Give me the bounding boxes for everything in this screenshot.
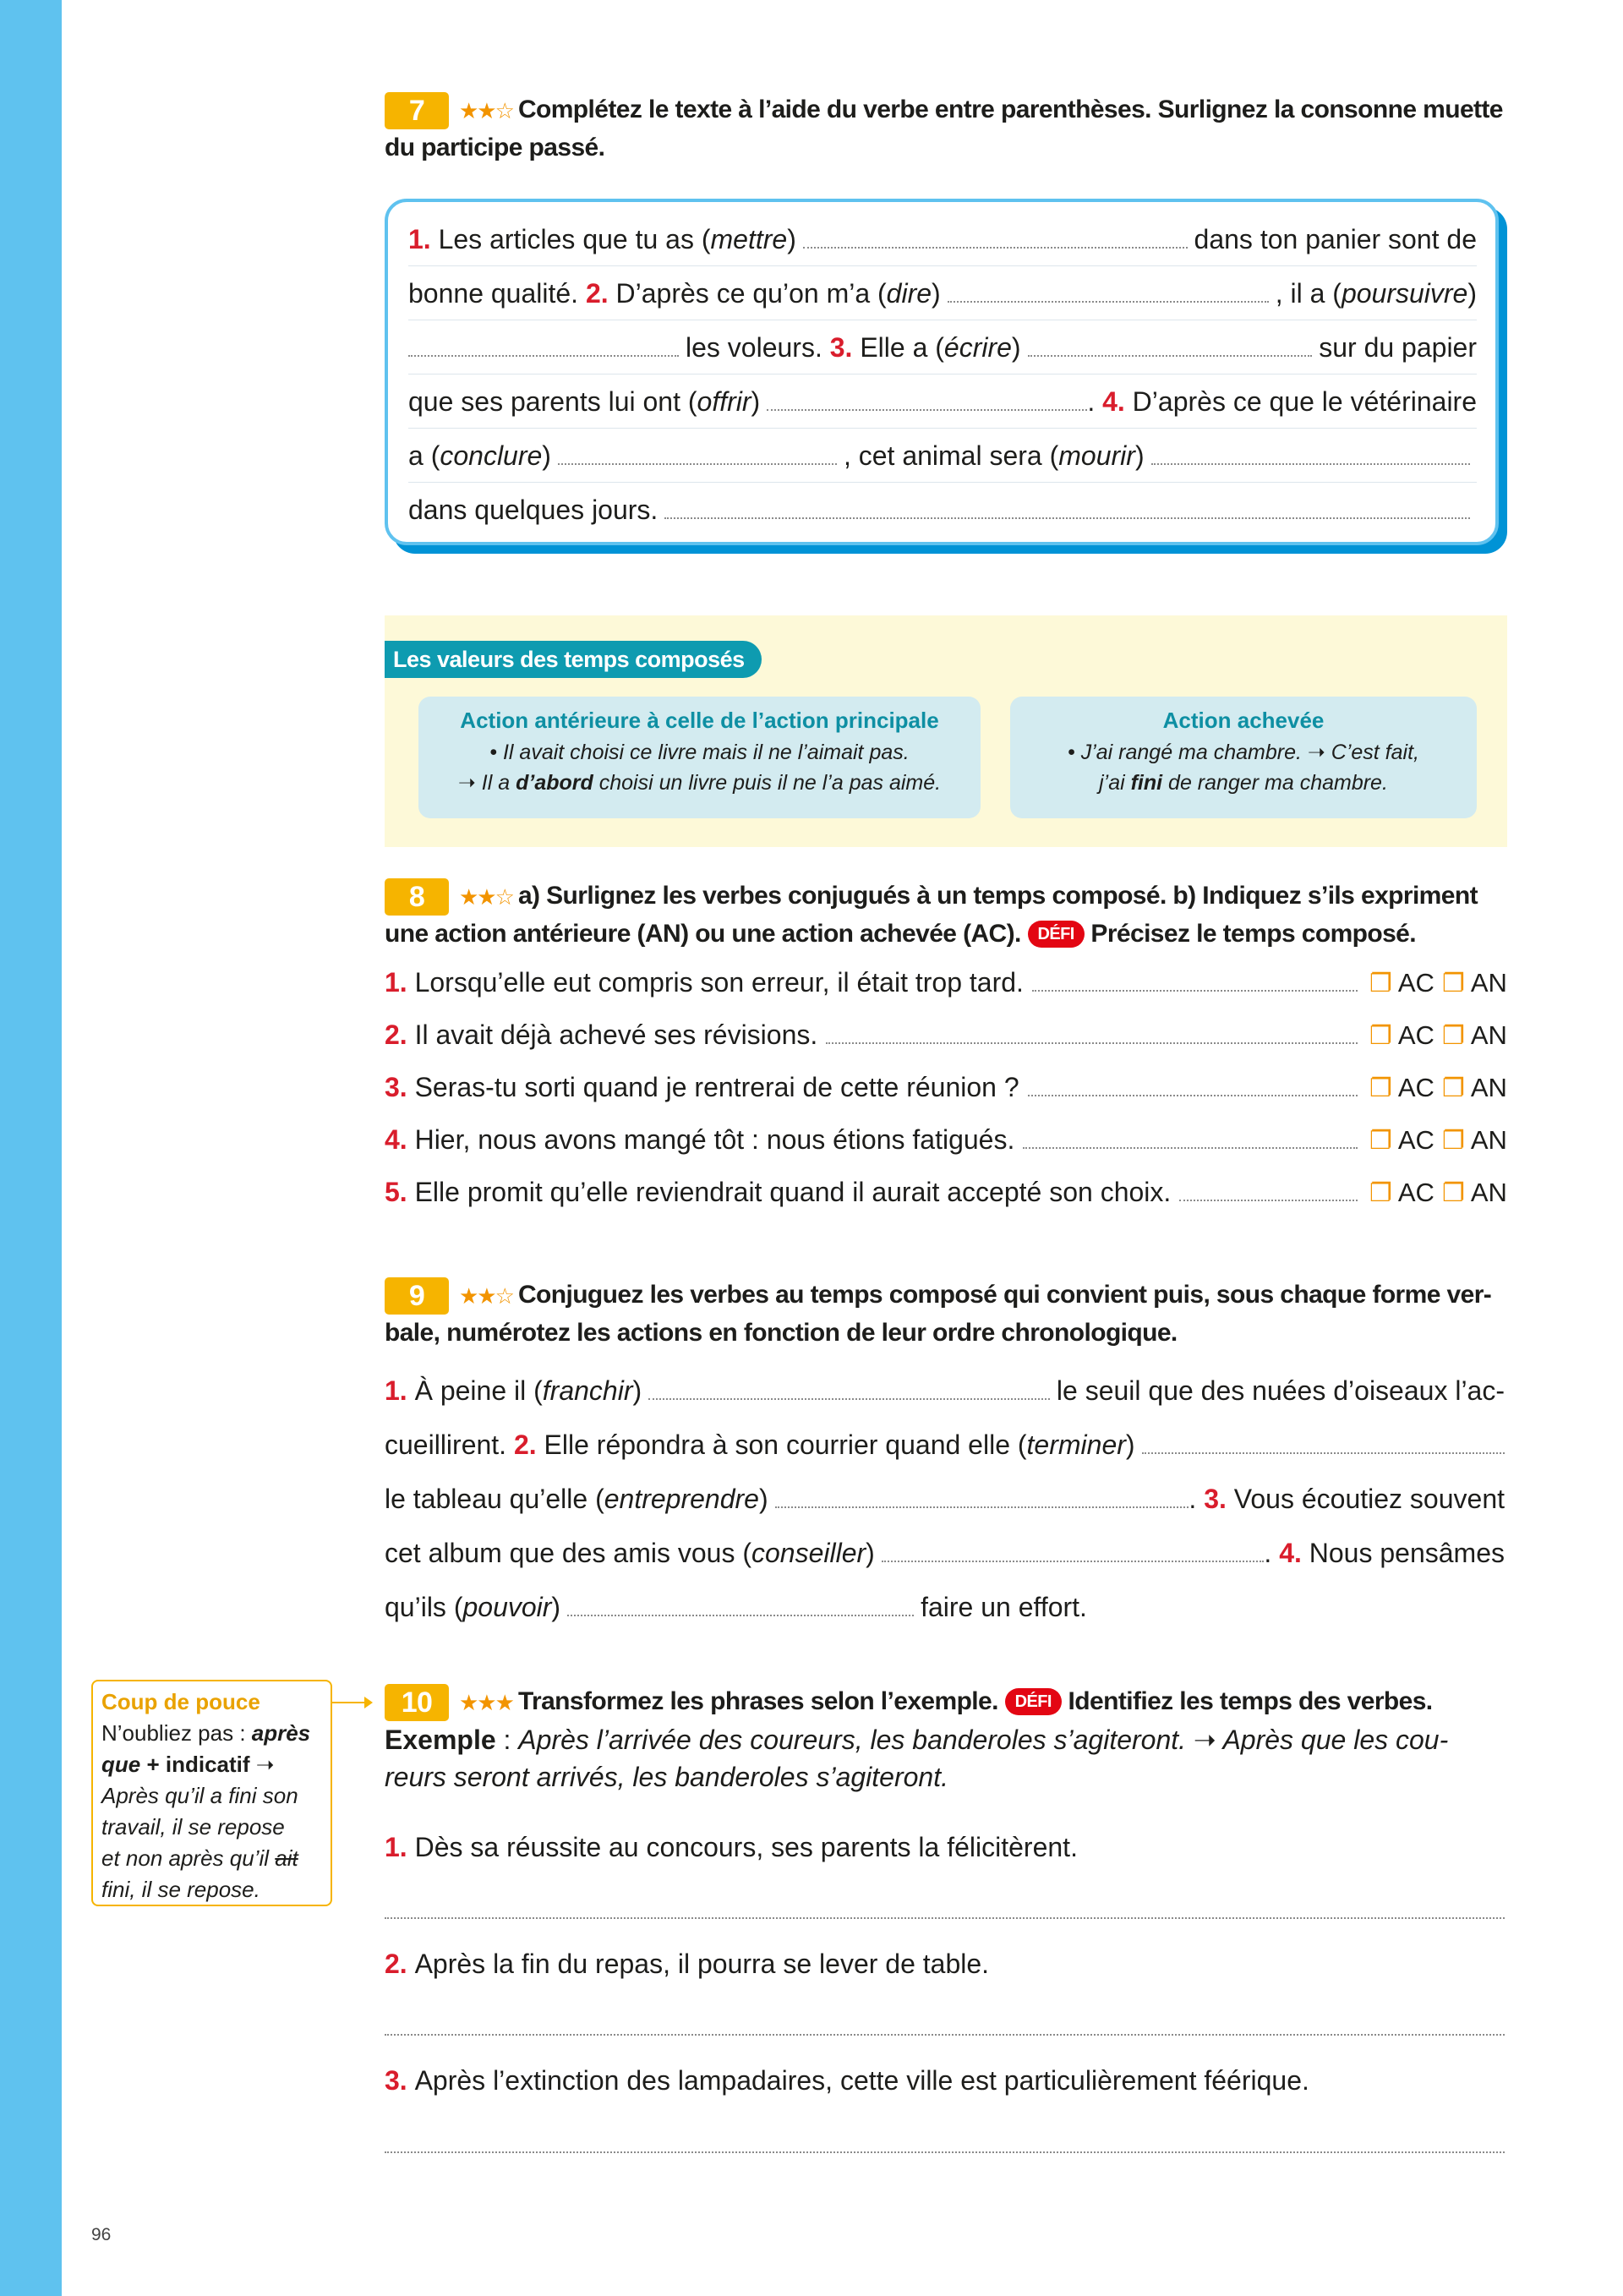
answer-blank[interactable] bbox=[1028, 335, 1313, 357]
text-line bbox=[385, 1418, 1505, 1472]
checkbox-icon: ❐ bbox=[1369, 970, 1392, 998]
option-label: AN bbox=[1470, 1020, 1507, 1051]
text: ) bbox=[758, 1484, 768, 1515]
item-text: Dès sa réussite au concours, ses parents la félicitèrent. bbox=[414, 1832, 1078, 1862]
option-ac-checkbox[interactable] bbox=[1369, 957, 1442, 1010]
verb: pouvoir bbox=[462, 1592, 552, 1623]
answer-blank[interactable] bbox=[567, 1594, 914, 1616]
text-line bbox=[385, 1526, 1505, 1580]
checkbox-icon: ❐ bbox=[1442, 1074, 1465, 1103]
text: le seuil que des nuées d’oiseaux l’ac- bbox=[1056, 1375, 1505, 1407]
bold-text: fini bbox=[1130, 771, 1163, 795]
page-number: 96 bbox=[91, 2225, 112, 2244]
text: N’oubliez pas : bbox=[101, 1720, 252, 1746]
lesson-title: Les valeurs des temps composés bbox=[385, 641, 762, 678]
item-number: 3. bbox=[1204, 1484, 1227, 1515]
list-item bbox=[385, 1945, 1505, 1982]
bold-text: après bbox=[251, 1720, 311, 1746]
text: dans ton panier sont de bbox=[1194, 224, 1477, 254]
exercise-number-badge: 8 bbox=[385, 878, 449, 916]
difficulty-stars-icon: ★★☆ bbox=[459, 98, 513, 124]
card-title: Action antérieure à celle de l’action principale bbox=[460, 708, 939, 733]
text-line bbox=[408, 212, 1477, 266]
text-line bbox=[385, 1472, 1505, 1526]
answer-blank[interactable] bbox=[1151, 443, 1470, 465]
item-number: 1. bbox=[385, 1832, 407, 1862]
item-text: Seras-tu sorti quand je rentrerai de cette réunion ? bbox=[414, 1072, 1019, 1103]
tip-line: travail, il se repose bbox=[101, 1814, 285, 1840]
verb: entreprendre bbox=[604, 1484, 759, 1515]
example-text: Après l’arrivée des coureurs, les banderoles s’agiteront. ➝ Après que les cou- bbox=[518, 1725, 1449, 1756]
text: Elle répondra à son courrier quand elle ( bbox=[544, 1430, 1027, 1461]
tip-line: fini, il se repose. bbox=[101, 1877, 260, 1902]
side-band bbox=[0, 0, 62, 2296]
item-number: 2. bbox=[585, 278, 609, 309]
difficulty-stars-icon: ★★★ bbox=[459, 1690, 513, 1716]
item-number: 1. bbox=[385, 967, 407, 998]
tip-line bbox=[101, 1718, 322, 1749]
lesson-box bbox=[385, 615, 1507, 847]
verb: franchir bbox=[542, 1375, 633, 1407]
item-text: Après l’extinction des lampadaires, cette ville est particulièrement féérique. bbox=[414, 2065, 1309, 2096]
text: Les articles que tu as ( bbox=[438, 224, 711, 254]
item-number: 2. bbox=[385, 1020, 407, 1051]
text: Vous écoutiez souvent bbox=[1233, 1484, 1505, 1515]
checkbox-icon: ❐ bbox=[1442, 1127, 1465, 1156]
text: ) bbox=[632, 1375, 642, 1407]
defi-badge: DÉFI bbox=[1005, 1688, 1062, 1715]
answer-line[interactable] bbox=[385, 1917, 1505, 1919]
text: D’après ce qu’on m’a ( bbox=[615, 278, 887, 309]
text: ) bbox=[1011, 332, 1021, 363]
checkbox-icon: ❐ bbox=[1369, 1127, 1392, 1156]
text: ) bbox=[932, 278, 941, 309]
checkbox-icon: ❐ bbox=[1442, 1179, 1465, 1208]
verb: terminer bbox=[1026, 1430, 1126, 1461]
exercise-instruction-cont: bale, numérotez les actions en fonction de leur ordre chronologique. bbox=[385, 1319, 1178, 1348]
list-item bbox=[385, 1061, 1505, 1113]
verb: conclure bbox=[440, 440, 543, 471]
bold-text: d’abord bbox=[516, 771, 593, 795]
answer-line[interactable] bbox=[385, 2034, 1505, 2036]
text: et non après qu’il bbox=[101, 1845, 276, 1871]
text: j’ai bbox=[1099, 771, 1131, 795]
text-line bbox=[408, 266, 1477, 320]
text: Nous pensâmes bbox=[1309, 1538, 1505, 1569]
exercise-9-text bbox=[385, 1364, 1505, 1634]
text: cueillirent. bbox=[385, 1430, 507, 1461]
tip-line bbox=[101, 1843, 322, 1874]
tip-line: Après qu’il a fini son bbox=[101, 1783, 298, 1808]
text: que ses parents lui ont ( bbox=[408, 386, 697, 417]
option-ac-checkbox[interactable] bbox=[1369, 1114, 1442, 1167]
tip-title: Coup de pouce bbox=[101, 1689, 260, 1714]
tip-box bbox=[91, 1680, 332, 1906]
exercise-instruction-cont: une action antérieure (AN) ou une action achevée (AC). bbox=[385, 920, 1021, 948]
text-line bbox=[385, 1364, 1505, 1418]
option-label: AC bbox=[1397, 1073, 1434, 1103]
item-number: 2. bbox=[513, 1430, 537, 1461]
card-text: • Il avait choisi ce livre mais il ne l’aimait pas. bbox=[489, 741, 910, 764]
answer-blank[interactable] bbox=[948, 281, 1269, 303]
checkbox-icon: ❐ bbox=[1369, 1022, 1392, 1051]
text: . bbox=[1087, 386, 1096, 417]
exercise-number-badge: 9 bbox=[385, 1277, 449, 1315]
text: cet album que des amis vous ( bbox=[385, 1538, 751, 1569]
verb: écrire bbox=[943, 332, 1012, 363]
item-text: Après la fin du repas, il pourra se lever de table. bbox=[414, 1949, 990, 1979]
answer-blank[interactable] bbox=[408, 335, 679, 357]
answer-blank[interactable] bbox=[882, 1540, 1265, 1562]
option-an-checkbox[interactable] bbox=[1442, 1009, 1505, 1063]
item-text: Il avait déjà achevé ses révisions. bbox=[414, 1020, 818, 1051]
text-line bbox=[408, 483, 1477, 537]
exercise-number-badge: 7 bbox=[385, 92, 449, 129]
card-title: Action achevée bbox=[1162, 708, 1325, 733]
text: qu’ils ( bbox=[385, 1592, 463, 1623]
card-text bbox=[1010, 768, 1477, 798]
item-text: Hier, nous avons mangé tôt : nous étions fatigués. bbox=[414, 1124, 1015, 1156]
item-text: Elle promit qu’elle reviendrait quand il aurait accepté son choix. bbox=[414, 1177, 1172, 1208]
option-ac-checkbox[interactable] bbox=[1369, 1009, 1442, 1063]
text: de ranger ma chambre. bbox=[1162, 771, 1388, 795]
option-an-checkbox[interactable] bbox=[1442, 1062, 1505, 1115]
item-number: 5. bbox=[385, 1177, 407, 1208]
verb: offrir bbox=[697, 386, 751, 417]
example-cont bbox=[385, 1758, 1505, 1796]
option-ac-checkbox[interactable] bbox=[1369, 1062, 1442, 1115]
text: ) bbox=[1134, 440, 1145, 471]
text: D’après ce que le vétérinaire bbox=[1132, 386, 1477, 417]
item-text: Lorsqu’elle eut compris son erreur, il était trop tard. bbox=[414, 967, 1024, 998]
item-number: 3. bbox=[385, 1072, 407, 1103]
option-an-checkbox[interactable] bbox=[1442, 1114, 1505, 1167]
option-label: AC bbox=[1397, 1020, 1434, 1051]
text-line bbox=[385, 1580, 1505, 1634]
checkbox-icon: ❐ bbox=[1442, 1022, 1465, 1051]
exercise-instruction: a) Surlignez les verbes conjugués à un temps composé. b) Indiquez s’ils expriment bbox=[517, 882, 1478, 910]
text: ) bbox=[866, 1538, 875, 1569]
difficulty-stars-icon: ★★☆ bbox=[459, 1283, 513, 1309]
text: a ( bbox=[408, 440, 440, 471]
item-number: 4. bbox=[1102, 386, 1125, 417]
text: Elle a ( bbox=[860, 332, 944, 363]
text-line bbox=[408, 374, 1477, 429]
item-number: 3. bbox=[829, 332, 853, 363]
exercise-10 bbox=[385, 1683, 1505, 1796]
exercise-instruction-cont: Identifiez les temps des verbes. bbox=[1068, 1687, 1433, 1715]
verb: conseiller bbox=[751, 1538, 866, 1569]
tip-line bbox=[101, 1749, 322, 1780]
option-label: AN bbox=[1470, 1125, 1507, 1156]
text: , il a ( bbox=[1275, 278, 1342, 309]
exercise-8 bbox=[385, 877, 1505, 1218]
list-item bbox=[385, 956, 1505, 1009]
option-label: AC bbox=[1397, 1125, 1434, 1156]
item-number: 4. bbox=[1279, 1538, 1302, 1569]
answer-blank[interactable] bbox=[1023, 1127, 1358, 1149]
text: dans quelques jours. bbox=[408, 495, 658, 525]
option-an-checkbox[interactable] bbox=[1442, 957, 1505, 1010]
answer-line[interactable] bbox=[385, 2151, 1505, 2153]
answer-blank[interactable] bbox=[767, 389, 1087, 411]
exercise-9 bbox=[385, 1276, 1505, 1634]
text: ➝ Il a bbox=[457, 771, 516, 795]
text: ) bbox=[751, 386, 761, 417]
answer-blank[interactable] bbox=[664, 497, 1470, 519]
text: À peine il ( bbox=[414, 1375, 543, 1407]
text: choisi un livre puis il ne l’a pas aimé. bbox=[593, 771, 942, 795]
verb: dire bbox=[886, 278, 932, 309]
arrow-icon bbox=[332, 1702, 371, 1703]
item-number: 1. bbox=[408, 224, 431, 254]
lesson-card-achieved bbox=[1010, 697, 1477, 818]
option-an-checkbox[interactable] bbox=[1442, 1167, 1505, 1220]
lesson-card-anterior bbox=[418, 697, 981, 818]
text: ) bbox=[551, 1592, 561, 1623]
text-line bbox=[408, 429, 1477, 483]
exercise-instruction: Conjuguez les verbes au temps composé qui convient puis, sous chaque forme ver- bbox=[517, 1281, 1492, 1309]
answer-blank[interactable] bbox=[648, 1378, 1050, 1400]
text: faire un effort. bbox=[921, 1592, 1087, 1623]
struck-text: ait bbox=[275, 1845, 298, 1871]
answer-blank[interactable] bbox=[1142, 1432, 1505, 1454]
bold-text: + indicatif ➝ bbox=[140, 1752, 275, 1777]
answer-blank[interactable] bbox=[558, 443, 837, 465]
answer-blank[interactable] bbox=[1032, 970, 1358, 992]
option-label: AN bbox=[1470, 1073, 1507, 1103]
option-label: AC bbox=[1397, 1178, 1434, 1208]
item-number: 1. bbox=[385, 1375, 407, 1407]
example bbox=[385, 1721, 1505, 1758]
checkbox-icon: ❐ bbox=[1369, 1074, 1392, 1103]
option-ac-checkbox[interactable] bbox=[1369, 1167, 1442, 1220]
exercise-instruction: Complétez le texte à l’aide du verbe entre parenthèses. Surlignez la consonne muette bbox=[517, 96, 1503, 123]
list-item bbox=[385, 1113, 1505, 1166]
list-item bbox=[385, 1009, 1505, 1061]
text: ) bbox=[542, 440, 551, 471]
answer-blank[interactable] bbox=[1179, 1179, 1358, 1201]
answer-blank[interactable] bbox=[803, 227, 1188, 249]
defi-badge: DÉFI bbox=[1028, 921, 1085, 948]
checkbox-icon: ❐ bbox=[1442, 970, 1465, 998]
list-item bbox=[385, 2062, 1505, 2099]
text: sur du papier bbox=[1319, 332, 1477, 363]
list-item bbox=[385, 1829, 1505, 1866]
checkbox-icon: ❐ bbox=[1369, 1179, 1392, 1208]
text: ) bbox=[787, 224, 796, 254]
exercise-instruction: Transformez les phrases selon l’exemple. bbox=[517, 1687, 998, 1715]
difficulty-stars-icon: ★★☆ bbox=[459, 884, 513, 910]
card-text: • J’ai rangé ma chambre. ➝ C’est fait, bbox=[1068, 741, 1419, 764]
text: . bbox=[1189, 1484, 1197, 1515]
example-text: reurs seront arrivés, les banderoles s’agiteront. bbox=[385, 1762, 948, 1793]
answer-blank[interactable] bbox=[775, 1486, 1189, 1508]
exercise-7-header bbox=[385, 91, 1505, 167]
verb: poursuivre bbox=[1341, 278, 1468, 309]
text: le tableau qu’elle ( bbox=[385, 1484, 604, 1515]
item-number: 2. bbox=[385, 1949, 407, 1979]
exercise-number-badge: 10 bbox=[385, 1684, 449, 1721]
text: ) bbox=[1125, 1430, 1135, 1461]
text: ) bbox=[1467, 278, 1477, 309]
option-label: AN bbox=[1470, 1178, 1507, 1208]
option-label: AC bbox=[1397, 968, 1434, 998]
item-number: 3. bbox=[385, 2065, 407, 2096]
exercise-7-text-box bbox=[385, 199, 1507, 554]
answer-blank[interactable] bbox=[1028, 1074, 1358, 1096]
exercise-instruction-cont: Précisez le temps composé. bbox=[1090, 920, 1417, 948]
text: bonne qualité. bbox=[408, 278, 579, 309]
list-item bbox=[385, 1166, 1505, 1218]
text: les voleurs. bbox=[686, 332, 822, 363]
item-number: 4. bbox=[385, 1124, 407, 1156]
text: : bbox=[495, 1725, 519, 1756]
exercise-instruction-cont: du participe passé. bbox=[385, 134, 605, 162]
bold-text: que bbox=[101, 1752, 141, 1777]
text: , cet animal sera ( bbox=[843, 440, 1059, 471]
text: . bbox=[1264, 1538, 1272, 1569]
answer-blank[interactable] bbox=[826, 1022, 1358, 1044]
card-text bbox=[418, 768, 981, 798]
text-line bbox=[408, 320, 1477, 374]
verb: mourir bbox=[1058, 440, 1135, 471]
example-label: Exemple bbox=[385, 1725, 496, 1756]
question-list bbox=[385, 956, 1505, 1218]
verb: mettre bbox=[710, 224, 788, 254]
option-label: AN bbox=[1470, 968, 1507, 998]
